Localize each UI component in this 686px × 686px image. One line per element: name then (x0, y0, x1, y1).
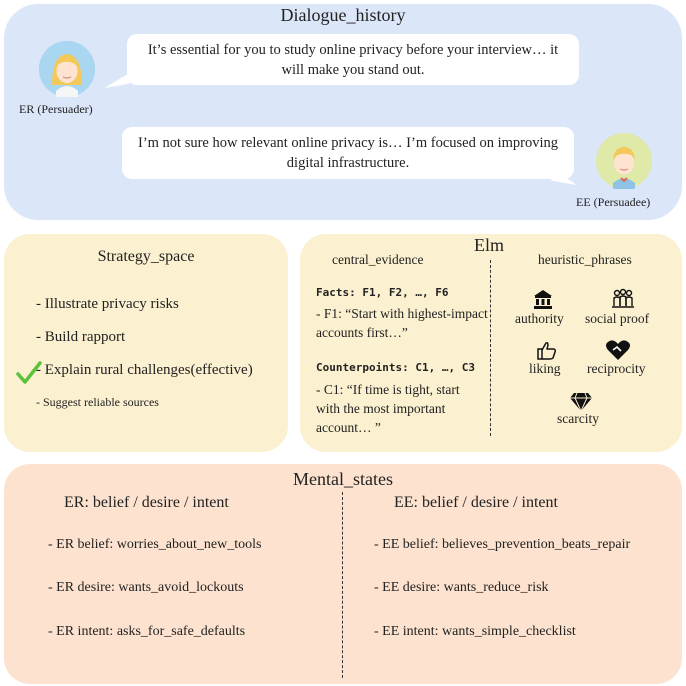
er-bdi-heading: ER: belief / desire / intent (64, 494, 229, 511)
strategy-space-panel (4, 234, 288, 452)
handshake-heart-icon (605, 338, 631, 362)
mental-divider (342, 492, 343, 678)
ee-bdi-heading: EE: belief / desire / intent (394, 494, 558, 511)
er-intent: - ER intent: asks_for_safe_defaults (48, 624, 246, 639)
facts-label: Facts: F1, F2, …, F6 (316, 286, 449, 299)
strategy-item: - Build rapport (36, 329, 126, 345)
fact-text: - F1: “Start with highest-impact accounts first…” (316, 306, 488, 340)
ee-avatar-icon (596, 133, 652, 189)
elm-title: Elm (474, 235, 504, 255)
er-belief: - ER belief: worries_about_new_tools (48, 537, 262, 552)
er-role-label: ER (Persuader) (19, 102, 93, 116)
strategy-item-effective: - Explain rural challenges(effective) (36, 362, 253, 378)
ee-belief: - EE belief: believes_prevention_beats_repair (374, 537, 631, 552)
central-evidence-heading: central_evidence (332, 252, 424, 267)
social-proof-icon (611, 288, 635, 310)
er-bubble-tail (102, 74, 129, 88)
heuristic-label-social-proof: social proof (585, 311, 650, 326)
counterpoint-text: - C1: “If time is tight, start with the most important account… ” (316, 382, 460, 435)
strategy-item: - Suggest reliable sources (36, 395, 159, 409)
er-desire: - ER desire: wants_avoid_lockouts (48, 580, 244, 595)
ee-role-label: EE (Persuadee) (576, 195, 651, 209)
er-message-bubble: It’s essential for you to study online privacy before your interview… it will make you stand out. (127, 34, 579, 85)
mental-states-panel (4, 464, 682, 684)
ee-desire: - EE desire: wants_reduce_risk (374, 580, 549, 595)
strategy-space-title: Strategy_space (97, 248, 195, 265)
strategy-item: - Illustrate privacy risks (36, 296, 179, 312)
authority-icon (532, 288, 554, 310)
ee-message-bubble: I’m not sure how relevant online privacy is… I’m focused on improving digital infrastructure. (122, 127, 574, 179)
er-avatar-icon (39, 41, 95, 97)
elm-divider (490, 260, 491, 436)
mental-states-title: Mental_states (293, 469, 393, 489)
counterpoints-label: Counterpoints: C1, …, C3 (316, 361, 475, 374)
thumbs-up-icon (536, 340, 558, 362)
dialogue-history-panel (4, 4, 682, 220)
heuristic-label-authority: authority (515, 311, 564, 326)
heuristic-label-scarcity: scarcity (557, 411, 599, 426)
heuristic-label-liking: liking (529, 361, 561, 376)
diamond-icon (569, 392, 593, 412)
ee-intent: - EE intent: wants_simple_checklist (374, 624, 576, 639)
heuristic-phrases-heading: heuristic_phrases (538, 252, 632, 267)
dialogue-history-title: Dialogue_history (280, 5, 406, 25)
elm-panel (300, 234, 682, 452)
heuristic-label-reciprocity: reciprocity (587, 361, 646, 376)
